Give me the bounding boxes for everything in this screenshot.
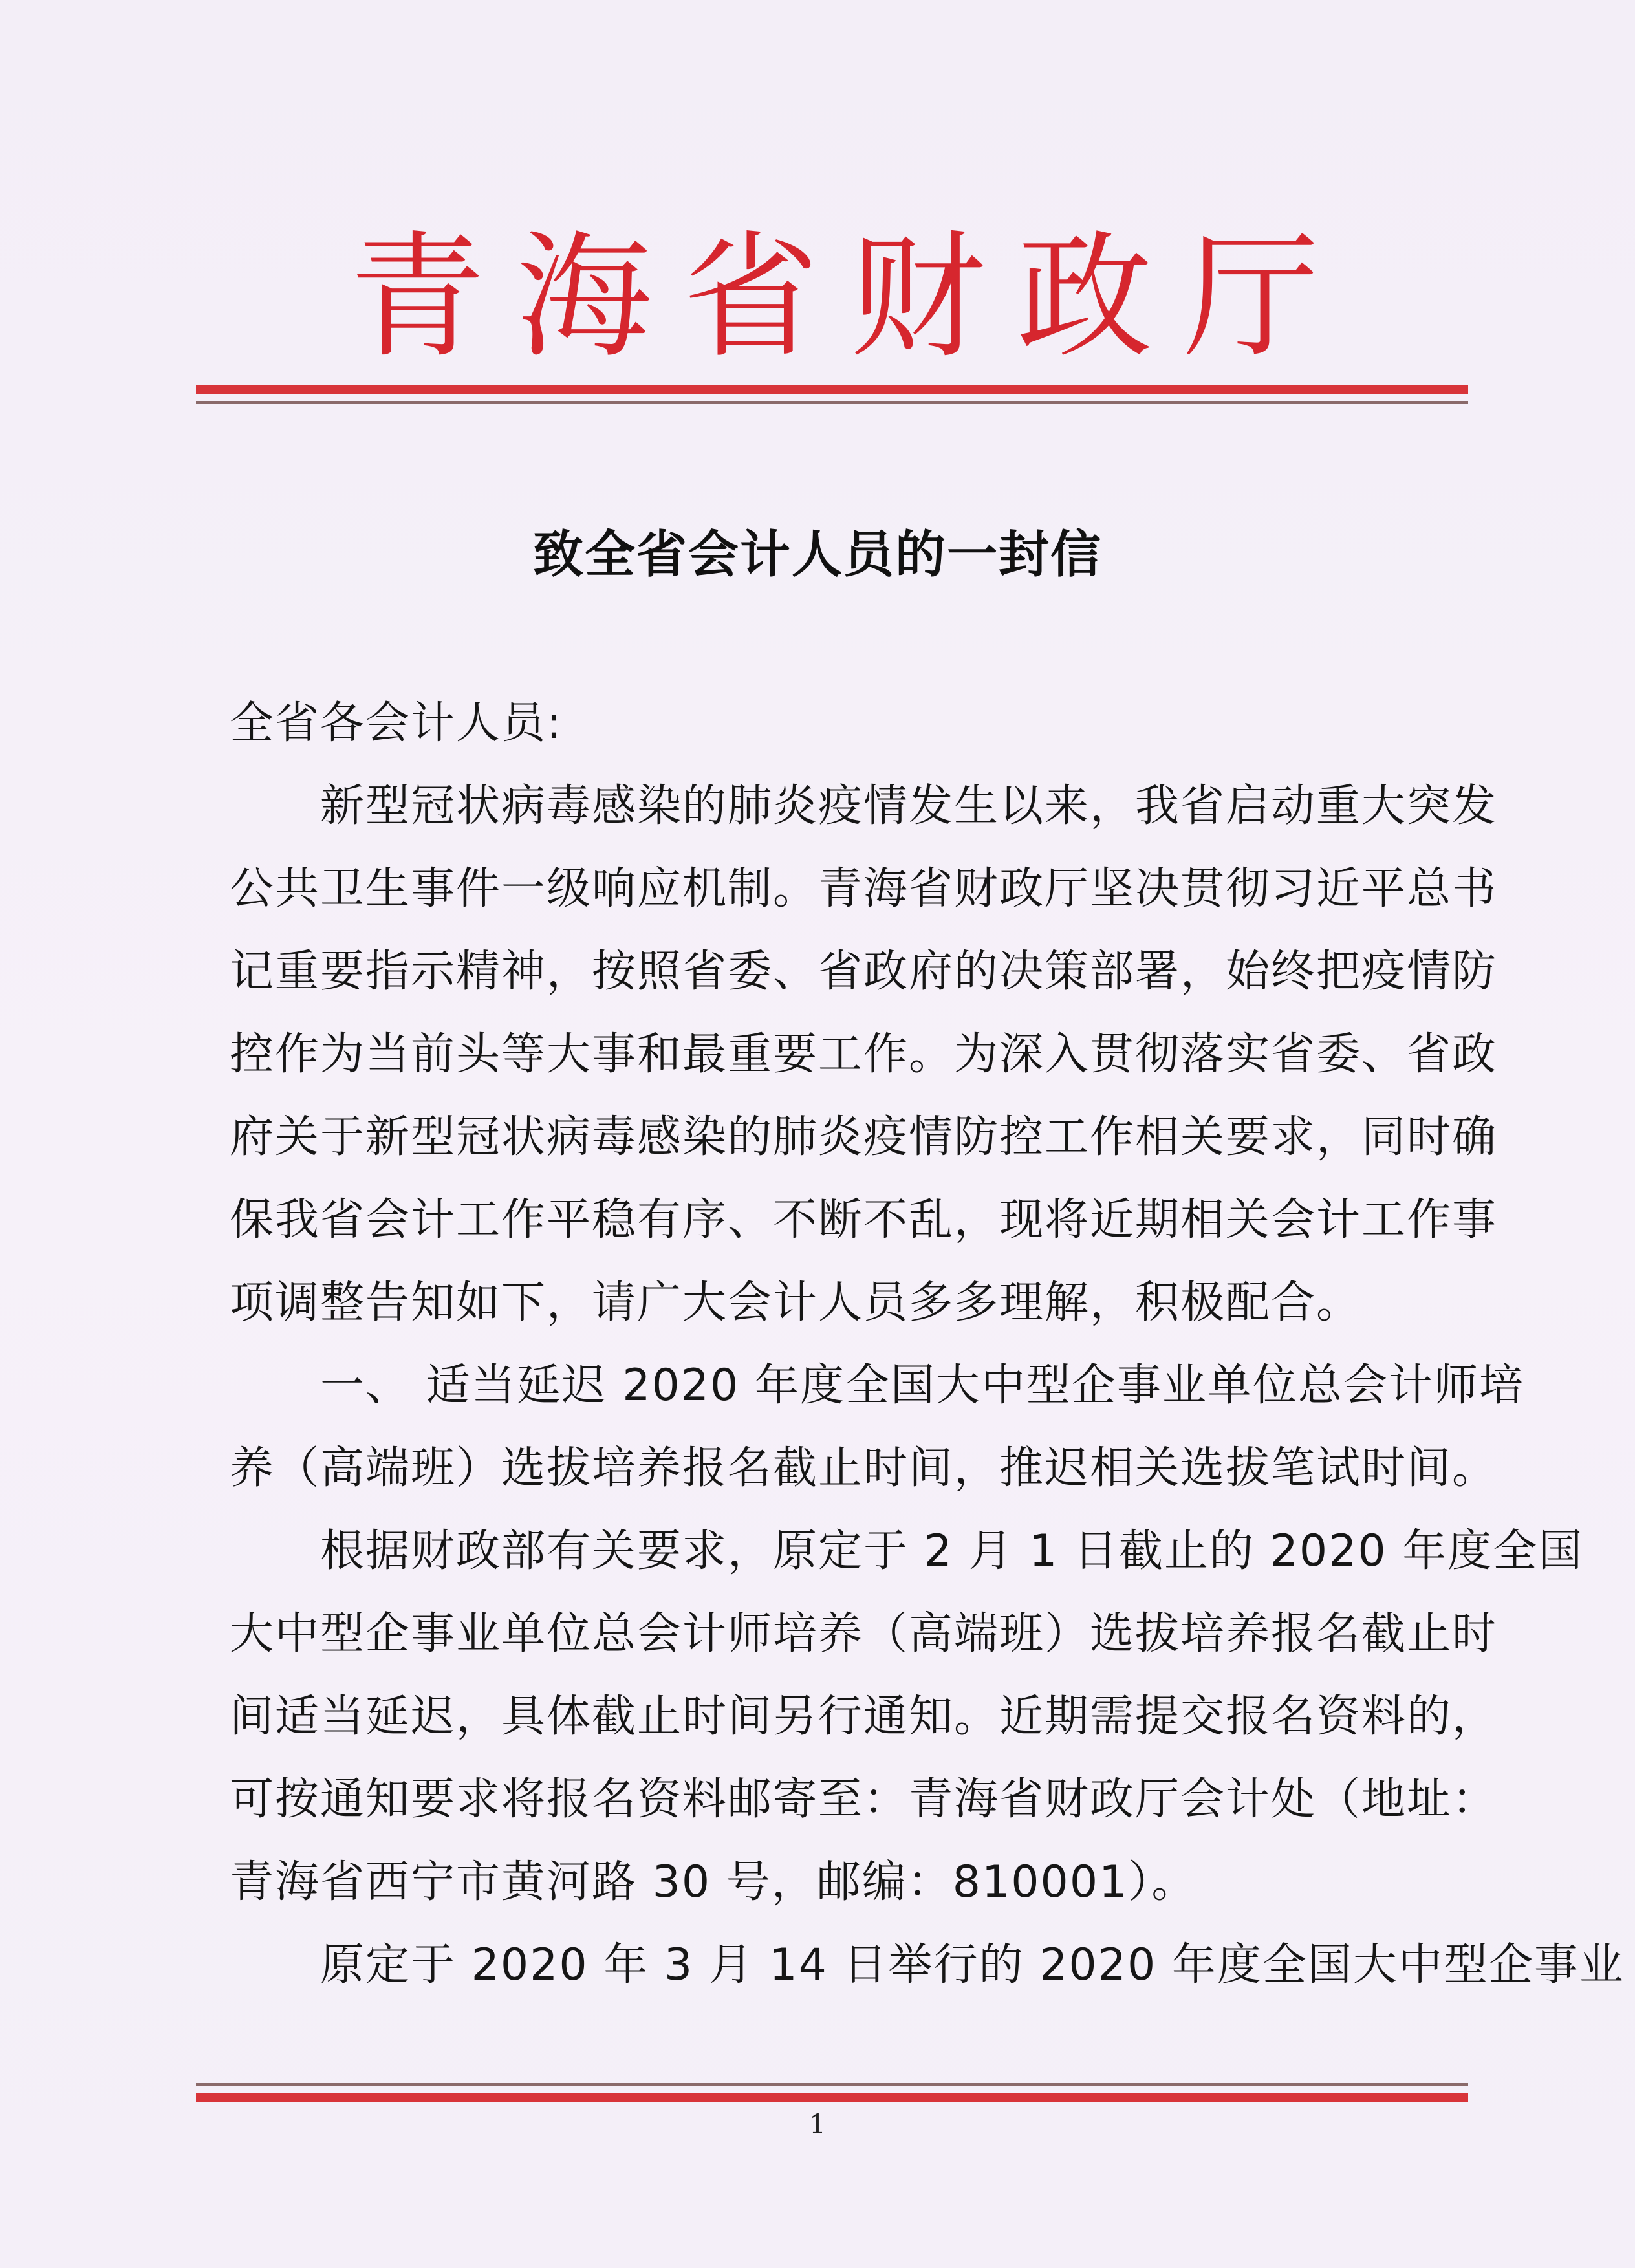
section-heading-line: 一、 适当延迟 2020 年度全国大中型企事业单位总会计师培 — [320, 1360, 1524, 1411]
body-line: 控作为当前头等大事和最重要工作。为深入贯彻落实省委、省政 — [230, 1029, 1498, 1080]
salutation: 全省各会计人员: — [230, 698, 563, 749]
address-line: 青海省西宁市黄河路 30 号，邮编：810001）。 — [230, 1857, 1197, 1908]
footer-rule-thick — [196, 2093, 1468, 2102]
document-title: 致全省会计人员的一封信 — [532, 526, 1102, 584]
body-line: 项调整告知如下，请广大会计人员多多理解，积极配合。 — [230, 1277, 1362, 1328]
body-line: 新型冠状病毒感染的肺炎疫情发生以来，我省启动重大突发 — [320, 781, 1498, 832]
letterhead-char: 财 — [849, 218, 986, 376]
body-line: 原定于 2020 年 3 月 14 日举行的 2020 年度全国大中型企事业 — [320, 1939, 1625, 1991]
letterhead-char: 青 — [349, 218, 486, 376]
footer-rule-thin — [196, 2083, 1468, 2086]
letterhead-char: 海 — [515, 218, 652, 376]
header-rule-thick — [196, 385, 1468, 394]
letter-body — [230, 682, 1625, 2007]
letterhead-char: 厅 — [1183, 218, 1319, 376]
page-number: 1 — [809, 2110, 826, 2139]
body-line: 保我省会计工作平稳有序、不断不乱，现将近期相关会计工作事 — [230, 1194, 1498, 1246]
letterhead-title — [349, 218, 1319, 376]
header-rule-thin — [196, 401, 1468, 404]
body-line: 公共卫生事件一级响应机制。青海省财政厅坚决贯彻习近平总书 — [230, 863, 1498, 914]
body-line: 间适当延迟，具体截止时间另行通知。近期需提交报名资料的， — [230, 1691, 1498, 1742]
letterhead-char: 省 — [682, 218, 819, 376]
body-line: 根据财政部有关要求，原定于 2 月 1 日截止的 2020 年度全国 — [320, 1526, 1584, 1577]
body-line: 记重要指示精神，按照省委、省政府的决策部署，始终把疫情防 — [230, 946, 1498, 997]
letterhead-char: 政 — [1016, 218, 1153, 376]
section-heading-line: 养（高端班）选拔培养报名截止时间，推迟相关选拔笔试时间。 — [230, 1443, 1498, 1494]
body-line: 可按通知要求将报名资料邮寄至：青海省财政厅会计处（地址： — [230, 1774, 1498, 1825]
body-line: 府关于新型冠状病毒感染的肺炎疫情防控工作相关要求，同时确 — [230, 1112, 1498, 1163]
body-line: 大中型企事业单位总会计师培养（高端班）选拔培养报名截止时 — [230, 1608, 1498, 1659]
